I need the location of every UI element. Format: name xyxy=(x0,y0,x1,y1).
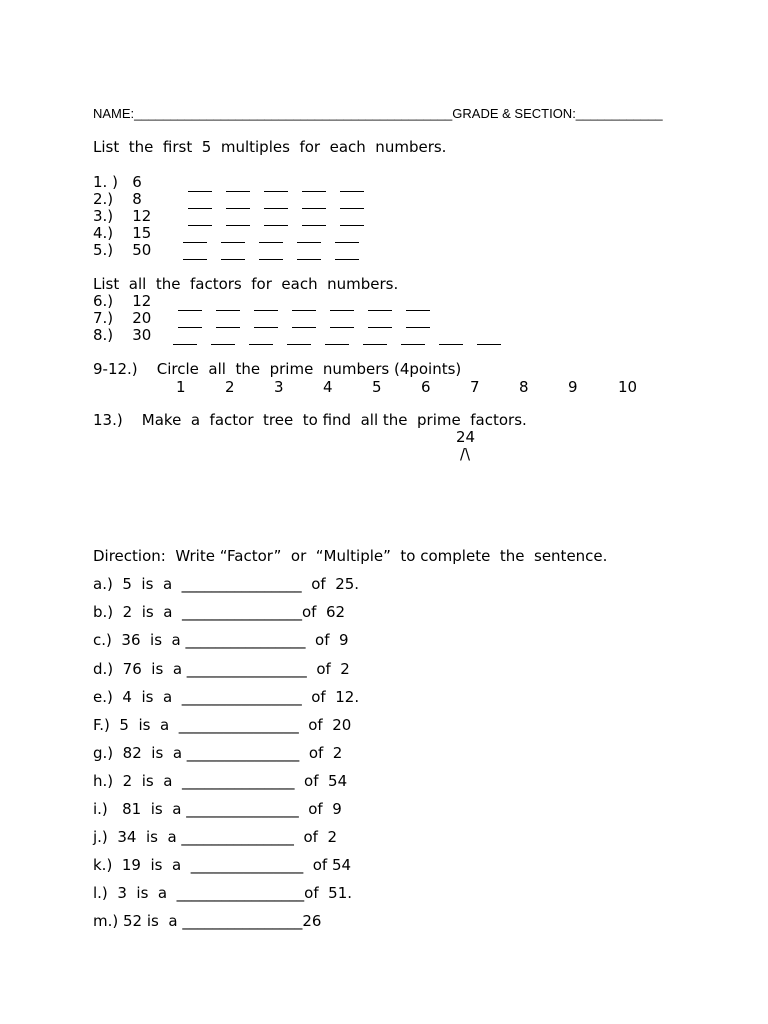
factor-tree-root: 24 xyxy=(456,428,476,446)
prime-candidate[interactable]: 7 xyxy=(470,378,480,396)
fill-in-item: i.) 81 is a _______________ of 9 xyxy=(93,800,342,818)
multiples-instruction: List the first 5 multiples for each numbers. xyxy=(93,138,447,156)
prime-candidate[interactable]: 5 xyxy=(372,378,382,396)
fill-in-item: b.) 2 is a ________________of 62 xyxy=(93,603,346,621)
fill-in-item: c.) 36 is a ________________ of 9 xyxy=(93,631,349,649)
factors-item-label: 8.) 30 xyxy=(93,326,152,344)
fill-in-item: j.) 34 is a _______________ of 2 xyxy=(93,828,337,846)
multiples-item-blanks xyxy=(183,245,373,264)
prime-candidate[interactable]: 3 xyxy=(274,378,284,396)
multiples-item-label: 3.) 12 xyxy=(93,207,152,225)
fill-in-item: l.) 3 is a _________________of 51. xyxy=(93,884,352,902)
prime-candidate[interactable]: 8 xyxy=(519,378,529,396)
factors-item-label: 6.) 12 xyxy=(93,292,152,310)
factor-tree-branch: /\ xyxy=(460,445,471,463)
fill-in-item: k.) 19 is a _______________ of 54 xyxy=(93,856,352,874)
factors-item-blanks xyxy=(173,330,515,349)
multiples-item-label: 5.) 50 xyxy=(93,241,152,259)
factors-item-label: 7.) 20 xyxy=(93,309,152,327)
multiples-item-label: 2.) 8 xyxy=(93,190,142,208)
prime-candidate[interactable]: 4 xyxy=(323,378,333,396)
prime-candidate[interactable]: 9 xyxy=(568,378,578,396)
factors-instruction: List all the factors for each numbers. xyxy=(93,275,399,293)
prime-candidate[interactable]: 1 xyxy=(176,378,186,396)
prime-candidate[interactable]: 2 xyxy=(225,378,235,396)
direction-text: Direction: Write “Factor” or “Multiple” to complete the sentence. xyxy=(93,547,608,565)
fill-in-item: F.) 5 is a ________________ of 20 xyxy=(93,716,352,734)
primes-instruction: 9-12.) Circle all the prime numbers (4points) xyxy=(93,360,462,378)
fill-in-item: e.) 4 is a ________________ of 12. xyxy=(93,688,360,706)
factor-tree-instruction: 13.) Make a factor tree to find all the prime factors. xyxy=(93,411,527,429)
fill-in-item: h.) 2 is a _______________ of 54 xyxy=(93,772,348,790)
fill-in-item: d.) 76 is a ________________ of 2 xyxy=(93,660,350,678)
multiples-item-label: 4.) 15 xyxy=(93,224,152,242)
prime-candidate[interactable]: 6 xyxy=(421,378,431,396)
name-grade-header: NAME:____________________________________________GRADE & SECTION:____________ xyxy=(93,106,663,121)
prime-candidate[interactable]: 10 xyxy=(618,378,638,396)
multiples-item-label: 1. ) 6 xyxy=(93,173,142,191)
fill-in-item: a.) 5 is a ________________ of 25. xyxy=(93,575,360,593)
fill-in-item: m.) 52 is a ________________26 xyxy=(93,912,322,930)
fill-in-item: g.) 82 is a _______________ of 2 xyxy=(93,744,343,762)
